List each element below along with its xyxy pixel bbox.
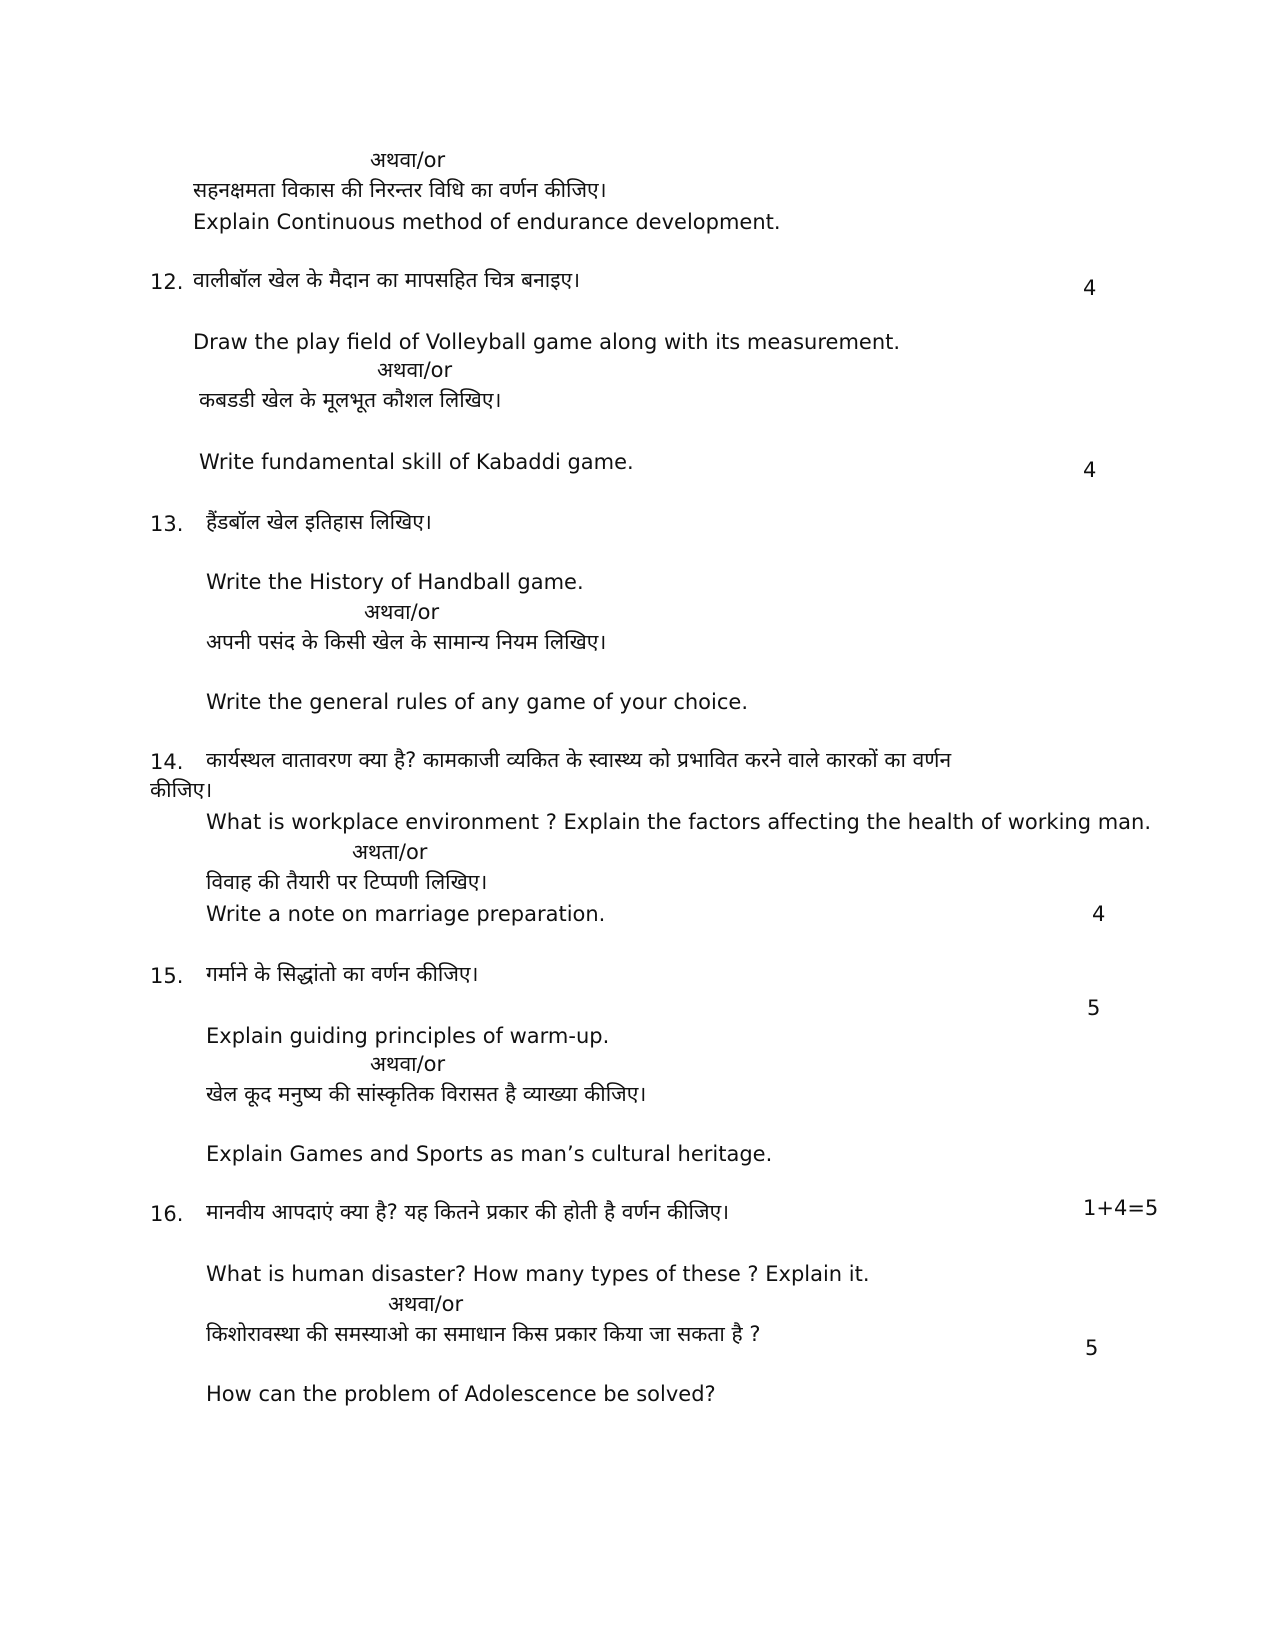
alternate-question-hindi: खेल कूद मनुष्य की सांस्कृतिक विरासत है व्याख्या कीजिए। xyxy=(206,1082,647,1106)
marks: 5 xyxy=(1087,996,1101,1020)
question-number: 13. xyxy=(150,512,184,536)
question-text-english: Write the History of Handball game. xyxy=(206,570,584,594)
question-text-hindi: सहनक्षमता विकास की निरन्तर विधि का वर्णन कीजिए। xyxy=(193,178,607,202)
marks: 4 xyxy=(1083,276,1097,300)
alternate-question-hindi: विवाह की तैयारी पर टिप्पणी लिखिए। xyxy=(206,870,488,894)
question-text-hindi: गर्माने के सिद्धांतो का वर्णन कीजिए। xyxy=(206,962,479,986)
question-text-hindi-continued: कीजिए। xyxy=(150,778,213,802)
marks: 5 xyxy=(1085,1336,1099,1360)
or-separator: अथवा/or xyxy=(364,600,440,624)
question-number: 12. xyxy=(150,270,184,294)
alternate-question-english: Explain Games and Sports as man’s cultural heritage. xyxy=(206,1142,773,1166)
alternate-question-hindi: अपनी पसंद के किसी खेल के सामान्य नियम लिखिए। xyxy=(206,630,607,654)
or-separator: अथवा/or xyxy=(370,148,446,172)
question-text-english: What is human disaster? How many types of these ? Explain it. xyxy=(206,1262,870,1286)
or-separator: अथवा/or xyxy=(370,1052,446,1076)
or-separator: अथवा/or xyxy=(377,358,453,382)
marks: 4 xyxy=(1083,458,1097,482)
alternate-question-english: Write the general rules of any game of your choice. xyxy=(206,690,749,714)
question-text-english: What is workplace environment ? Explain the factors affecting the health of working man. xyxy=(206,810,1152,834)
question-text-english: Explain guiding principles of warm-up. xyxy=(206,1024,610,1048)
marks: 4 xyxy=(1092,902,1106,926)
marks: 1+4=5 xyxy=(1083,1196,1159,1220)
question-text-hindi: हैंडबॉल खेल इतिहास लिखिए। xyxy=(206,510,432,534)
question-number: 15. xyxy=(150,964,184,988)
question-text-english: Explain Continuous method of endurance development. xyxy=(193,210,781,234)
question-number: 14. xyxy=(150,750,184,774)
alternate-question-english: Write fundamental skill of Kabaddi game. xyxy=(199,450,634,474)
alternate-question-english: How can the problem of Adolescence be solved? xyxy=(206,1382,716,1406)
alternate-question-hindi: किशोरावस्था की समस्याओ का समाधान किस प्रकार किया जा सकता है ? xyxy=(206,1322,761,1346)
question-text-hindi: कार्यस्थल वातावरण क्या है? कामकाजी व्यकित के स्वास्थ्य को प्रभावित करने वाले कारकों का वर्णन xyxy=(206,748,952,772)
question-text-english: Draw the play field of Volleyball game along with its measurement. xyxy=(193,330,901,354)
alternate-question-english: Write a note on marriage preparation. xyxy=(206,902,606,926)
question-text-hindi: वालीबॉल खेल के मैदान का मापसहित चित्र बनाइए। xyxy=(193,268,581,292)
question-text-hindi: मानवीय आपदाएं क्या है? यह कितने प्रकार की होती है वर्णन कीजिए। xyxy=(206,1200,730,1224)
or-separator: अथवा/or xyxy=(388,1292,464,1316)
question-number: 16. xyxy=(150,1202,184,1226)
alternate-question-hindi: कबडडी खेल के मूलभूत कौशल लिखिए। xyxy=(199,388,502,412)
or-separator: अथता/or xyxy=(352,840,428,864)
